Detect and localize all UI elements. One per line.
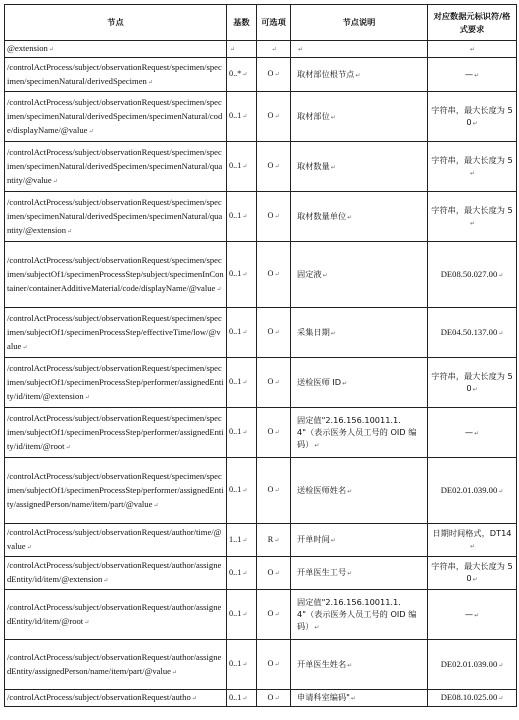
cardinality-cell [227, 242, 257, 308]
requirement-cell [428, 142, 517, 192]
description-cell [291, 308, 428, 358]
description-text: 开单时间 [297, 534, 330, 544]
paragraph-mark-icon: ↵ [274, 72, 280, 78]
optional-cell [257, 458, 291, 524]
optional-text: O [267, 69, 274, 78]
paragraph-mark-icon: ↵ [274, 214, 280, 220]
cardinality-cell [227, 458, 257, 524]
optional-cell [257, 524, 291, 557]
paragraph-mark-icon: ↵ [84, 619, 90, 626]
node-path-text: /controlActProcess/subject/observationRequest/specimen/specimen/specimenNatural/derivedSpecimen/specimenNatural/quantity/@value [7, 146, 223, 185]
node-path-text: /controlActProcess/subject/observationRequest/autho [7, 692, 191, 702]
table-row [5, 524, 517, 557]
paragraph-mark-icon: ↵ [314, 623, 320, 631]
optional-cell [257, 192, 291, 242]
node-path-cell [5, 308, 227, 358]
paragraph-mark-icon: ↵ [274, 612, 280, 618]
optional-cell [257, 92, 291, 142]
node-path-cell [5, 142, 227, 192]
node-path-cell [5, 192, 227, 242]
paragraph-mark-icon: ↵ [230, 46, 236, 53]
paragraph-mark-icon: ↵ [242, 114, 248, 120]
paragraph-mark-icon: ↵ [242, 330, 248, 336]
paragraph-mark-icon: ↵ [242, 537, 248, 544]
requirement-text: DE02.01.039.00 [440, 658, 498, 669]
cardinality-text: 0..1 [229, 427, 242, 436]
cardinality-text: 0..1 [229, 377, 242, 386]
paragraph-mark-icon: ↵ [314, 441, 320, 449]
optional-text: O [267, 377, 274, 386]
paragraph-mark-icon: ↵ [22, 344, 28, 351]
table-row [5, 58, 517, 92]
cardinality-text: 0..1 [229, 327, 242, 336]
cardinality-cell [227, 308, 257, 358]
requirement-cell [428, 192, 517, 242]
node-path-text: /controlActProcess/subject/observationRequest/specimen/specimen/subjectOf1/specimenProcessStep/effectiveTime/low/@value [7, 312, 222, 351]
node-path-text: /controlActProcess/subject/observationRequest/author/assignedEntity/assignedPerson/name/item/part/@value [7, 651, 222, 676]
requirement-cell [428, 458, 517, 524]
cardinality-text: 0..* [229, 69, 242, 78]
paragraph-mark-icon: ↵ [472, 385, 478, 393]
paragraph-mark-icon: ↵ [330, 163, 336, 171]
requirement-cell [428, 557, 517, 590]
paragraph-mark-icon: ↵ [472, 576, 478, 583]
description-cell [291, 524, 428, 557]
paragraph-mark-icon: ↵ [271, 46, 277, 53]
node-path-cell [5, 408, 227, 458]
table-row [5, 358, 517, 408]
description-text: 取材部位根节点 [297, 68, 355, 79]
node-path-cell [5, 242, 227, 308]
header-cardinality: 基数 [227, 5, 257, 41]
cardinality-text: 0..1 [229, 111, 242, 120]
optional-text: O [267, 609, 274, 618]
optional-cell [257, 557, 291, 590]
paragraph-mark-icon: ↵ [355, 71, 361, 79]
requirement-cell [428, 58, 517, 92]
paragraph-mark-icon: ↵ [498, 488, 504, 495]
paragraph-mark-icon: ↵ [330, 329, 336, 337]
description-cell [291, 557, 428, 590]
paragraph-mark-icon: ↵ [498, 696, 504, 702]
node-path-cell [5, 640, 227, 690]
requirement-text: 字符串，最大长度为 50 [431, 104, 513, 127]
optional-cell [257, 690, 291, 707]
description-text: 送检医师姓名 [297, 484, 347, 495]
requirement-text: 字符串，最大长度为 5 [431, 154, 513, 165]
paragraph-mark-icon: ↵ [242, 72, 248, 78]
description-text: 开单医生姓名 [297, 658, 347, 669]
optional-cell [257, 590, 291, 640]
paragraph-mark-icon: ↵ [274, 430, 280, 436]
node-path-cell [5, 524, 227, 557]
description-cell [291, 242, 428, 308]
cardinality-cell [227, 142, 257, 192]
paragraph-mark-icon: ↵ [347, 661, 353, 669]
paragraph-mark-icon: ↵ [330, 537, 336, 544]
table-row [5, 690, 517, 707]
requirement-cell [428, 358, 517, 408]
node-path-cell [5, 41, 227, 58]
optional-text: O [267, 567, 274, 577]
requirement-text: 字符串，最大长度为 5 [431, 204, 513, 215]
paragraph-mark-icon: ↵ [242, 570, 248, 577]
table-row [5, 640, 517, 690]
cardinality-text: 0..1 [229, 567, 242, 577]
node-path-cell [5, 358, 227, 408]
node-path-text: /controlActProcess/subject/observationRequest/author/assignedEntity/id/item/@extension [7, 560, 222, 584]
requirement-text: 字符串，最大长度为 50 [431, 370, 513, 393]
description-cell [291, 408, 428, 458]
requirement-cell [428, 92, 517, 142]
node-path-text: /controlActProcess/subject/observationRequest/specimen/specimen/subjectOf1/specimenProcessStep/performer/assignedEntity/id/item/@extension [7, 362, 224, 401]
node-path-text: /controlActProcess/subject/observationRequest/author/time/@value [7, 527, 222, 551]
paragraph-mark-icon: ↵ [274, 488, 280, 494]
node-path-cell [5, 458, 227, 524]
node-path-text: @extension [7, 43, 48, 53]
table-row [5, 192, 517, 242]
description-text: 取材部位 [297, 110, 330, 121]
requirement-text: DE08.10.025.00 [440, 692, 498, 702]
cardinality-cell [227, 590, 257, 640]
paragraph-mark-icon: ↵ [298, 46, 304, 53]
cardinality-text: 0..1 [229, 659, 242, 668]
table-row [5, 408, 517, 458]
node-path-text: /controlActProcess/subject/observationRequest/specimen/specimen/subjectOf1/specimenProcessStep/performer/assignedEntity/id/item/@root [7, 412, 224, 451]
requirement-cell [428, 41, 517, 58]
paragraph-mark-icon: ↵ [216, 286, 222, 293]
requirement-cell [428, 242, 517, 308]
description-text: 采集日期 [297, 326, 330, 337]
cardinality-text: 0..1 [229, 269, 242, 278]
paragraph-mark-icon: ↵ [469, 219, 476, 227]
description-cell [291, 690, 428, 707]
optional-text: O [267, 269, 274, 278]
optional-text: O [267, 427, 274, 436]
description-text: 取材数量单位 [297, 210, 347, 221]
table-row [5, 142, 517, 192]
paragraph-mark-icon: ↵ [350, 695, 356, 702]
paragraph-mark-icon: ↵ [469, 169, 476, 177]
optional-cell [257, 41, 291, 58]
requirement-text: 日期时间格式，DT14 [432, 528, 512, 538]
table-row [5, 41, 517, 58]
paragraph-mark-icon: ↵ [469, 46, 476, 53]
paragraph-mark-icon: ↵ [498, 330, 504, 337]
description-cell [291, 192, 428, 242]
node-path-cell [5, 92, 227, 142]
table-row [5, 308, 517, 358]
description-cell [291, 142, 428, 192]
cardinality-cell [227, 58, 257, 92]
description-cell [291, 92, 428, 142]
optional-text: O [267, 211, 274, 220]
optional-text: O [267, 111, 274, 120]
paragraph-mark-icon: ↵ [242, 612, 248, 618]
paragraph-mark-icon: ↵ [274, 330, 280, 336]
cardinality-text: 0..1 [229, 609, 242, 618]
node-path-cell [5, 590, 227, 640]
node-path-text: /controlActProcess/subject/observationRequest/specimen/specimen/specimenNatural/derivedSpecimen [7, 61, 222, 86]
paragraph-mark-icon: ↵ [498, 272, 504, 279]
description-cell [291, 358, 428, 408]
cardinality-cell [227, 408, 257, 458]
cardinality-cell [227, 690, 257, 707]
requirement-cell [428, 408, 517, 458]
requirement-cell [428, 640, 517, 690]
node-path-text: /controlActProcess/subject/observationRequest/specimen/specimen/subjectOf1/specimenProcessStep/subject/specimenInContainer/containerAdditiveMaterial/code/displayName/@value [7, 254, 224, 293]
paragraph-mark-icon: ↵ [274, 537, 280, 544]
table-row [5, 557, 517, 590]
paragraph-mark-icon: ↵ [274, 164, 280, 170]
description-cell [291, 458, 428, 524]
requirement-cell [428, 524, 517, 557]
table-row [5, 590, 517, 640]
paragraph-mark-icon: ↵ [469, 543, 476, 550]
node-path-text: /controlActProcess/subject/observationRequest/specimen/specimen/specimenNatural/derivedSpecimen/specimenNatural/code/displayName/@value [7, 96, 223, 135]
description-cell [291, 41, 428, 58]
requirement-text: — [464, 68, 474, 79]
cardinality-text: 1..1 [229, 534, 242, 544]
paragraph-mark-icon: ↵ [242, 662, 248, 668]
paragraph-mark-icon: ↵ [103, 578, 109, 584]
requirement-text: — [464, 426, 474, 437]
node-path-cell [5, 557, 227, 590]
header-optional: 可选项 [257, 5, 291, 41]
paragraph-mark-icon: ↵ [347, 487, 353, 495]
description-cell [291, 640, 428, 690]
paragraph-mark-icon: ↵ [242, 488, 248, 494]
paragraph-mark-icon: ↵ [242, 695, 248, 702]
paragraph-mark-icon: ↵ [242, 430, 248, 436]
paragraph-mark-icon: ↵ [274, 662, 280, 668]
node-path-text: /controlActProcess/subject/observationRequest/specimen/specimen/subjectOf1/specimenProcessStep/performer/assignedEntity/assignedPerson/name/item/part/@value [7, 470, 224, 509]
paragraph-mark-icon: ↵ [474, 71, 480, 79]
cardinality-text: 0..1 [229, 692, 242, 702]
paragraph-mark-icon: ↵ [191, 696, 197, 702]
paragraph-mark-icon: ↵ [347, 213, 353, 221]
node-path-text: /controlActProcess/subject/observationRequest/author/assignedEntity/id/item/@root [7, 601, 222, 626]
paragraph-mark-icon: ↵ [498, 662, 504, 669]
paragraph-mark-icon: ↵ [67, 228, 73, 235]
optional-cell [257, 640, 291, 690]
requirement-text: DE08.50.027.00 [440, 268, 498, 279]
requirement-text: — [464, 608, 474, 619]
paragraph-mark-icon: ↵ [474, 611, 480, 619]
document-page [4, 4, 516, 707]
paragraph-mark-icon: ↵ [242, 164, 248, 170]
requirement-cell [428, 590, 517, 640]
description-text: 申请科室编码" [297, 692, 350, 702]
cardinality-text: 0..1 [229, 211, 242, 220]
requirement-text: 字符串，最大长度为 50 [431, 561, 513, 583]
requirement-cell [428, 308, 517, 358]
paragraph-mark-icon: ↵ [342, 379, 348, 387]
description-cell [291, 590, 428, 640]
paragraph-mark-icon: ↵ [26, 545, 32, 551]
paragraph-mark-icon: ↵ [242, 380, 248, 386]
description-text: 固定值"2.16.156.10011.1.4"（表示医务人员工号的 OID 编码） [297, 596, 417, 631]
requirement-text: DE04.50.137.00 [440, 326, 498, 337]
table-row [5, 458, 517, 524]
cardinality-cell [227, 41, 257, 58]
cardinality-text: 0..1 [229, 161, 242, 170]
paragraph-mark-icon: ↵ [84, 394, 90, 401]
node-path-text: /controlActProcess/subject/observationRequest/specimen/specimen/specimenNatural/derivedSpecimen/specimenNatural/quantity/@extension [7, 196, 223, 235]
requirement-cell [428, 690, 517, 707]
paragraph-mark-icon: ↵ [274, 570, 280, 577]
cardinality-cell [227, 358, 257, 408]
optional-text: O [267, 327, 274, 336]
cardinality-cell [227, 524, 257, 557]
optional-text: O [267, 161, 274, 170]
table-row [5, 242, 517, 308]
description-text: 固定液 [297, 268, 322, 279]
paragraph-mark-icon: ↵ [274, 380, 280, 386]
cardinality-cell [227, 92, 257, 142]
description-text: 固定值"2.16.156.10011.1.4"（表示医务人员工号的 OID 编码） [297, 414, 417, 449]
header-node: 节点 [5, 5, 227, 41]
optional-text: R [267, 534, 274, 544]
description-text: 送检医师 ID [297, 376, 342, 387]
paragraph-mark-icon: ↵ [347, 570, 353, 577]
optional-text: O [267, 692, 274, 702]
node-path-cell [5, 690, 227, 707]
header-requirement: 对应数据元标识符/格式要求 [428, 5, 517, 41]
paragraph-mark-icon: ↵ [88, 128, 94, 135]
paragraph-mark-icon: ↵ [274, 695, 280, 702]
table-header-row [5, 5, 517, 41]
optional-cell [257, 142, 291, 192]
optional-cell [257, 242, 291, 308]
paragraph-mark-icon: ↵ [330, 113, 336, 121]
cardinality-text: 0..1 [229, 485, 242, 494]
paragraph-mark-icon: ↵ [242, 272, 248, 278]
optional-text: O [267, 659, 274, 668]
optional-cell [257, 58, 291, 92]
node-path-cell [5, 58, 227, 92]
node-spec-table [4, 4, 517, 707]
description-text: 取材数量 [297, 160, 330, 171]
cardinality-cell [227, 557, 257, 590]
paragraph-mark-icon: ↵ [322, 271, 328, 279]
paragraph-mark-icon: ↵ [172, 669, 178, 676]
cardinality-cell [227, 640, 257, 690]
description-text: 开单医生工号 [297, 567, 347, 577]
cardinality-cell [227, 192, 257, 242]
requirement-text: DE02.01.039.00 [440, 484, 498, 495]
paragraph-mark-icon: ↵ [274, 114, 280, 120]
paragraph-mark-icon: ↵ [274, 272, 280, 278]
paragraph-mark-icon: ↵ [472, 119, 478, 127]
paragraph-mark-icon: ↵ [65, 444, 71, 451]
optional-cell [257, 358, 291, 408]
optional-cell [257, 408, 291, 458]
paragraph-mark-icon: ↵ [474, 429, 480, 437]
optional-text: O [267, 485, 274, 494]
header-description: 节点说明 [291, 5, 428, 41]
paragraph-mark-icon: ↵ [147, 79, 153, 86]
description-cell [291, 58, 428, 92]
table-row [5, 92, 517, 142]
paragraph-mark-icon: ↵ [153, 502, 159, 509]
paragraph-mark-icon: ↵ [48, 47, 54, 53]
paragraph-mark-icon: ↵ [52, 178, 58, 185]
paragraph-mark-icon: ↵ [242, 214, 248, 220]
optional-cell [257, 308, 291, 358]
